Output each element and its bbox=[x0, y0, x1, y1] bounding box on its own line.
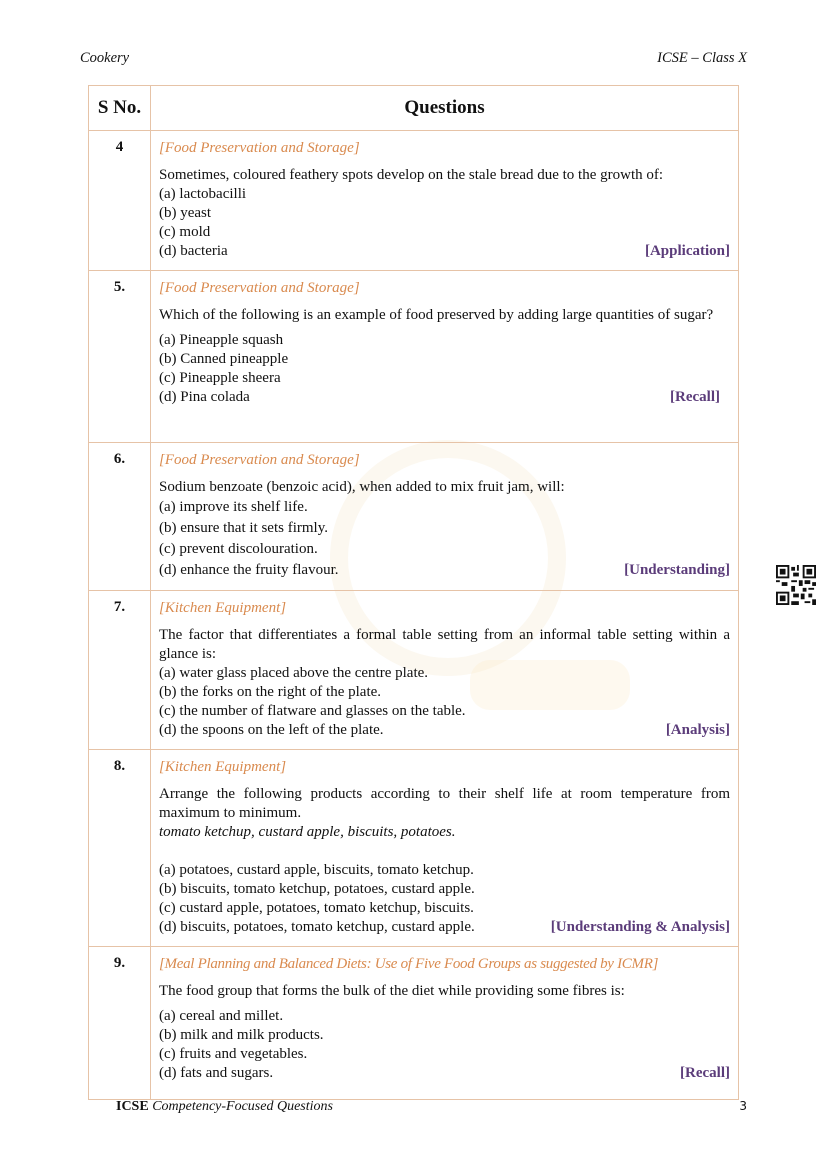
option: (b) milk and milk products. bbox=[159, 1027, 324, 1043]
questions-table bbox=[88, 85, 739, 1100]
page-number: 3 bbox=[739, 1099, 747, 1113]
question-number: 6. bbox=[89, 443, 151, 591]
subject-label: Cookery bbox=[80, 50, 130, 66]
option: (c) the number of flatware and glasses on the table. bbox=[159, 703, 466, 719]
option: (a) water glass placed above the centre plate. bbox=[159, 665, 429, 681]
option: (d) bacteria [Application] bbox=[159, 243, 730, 259]
column-header-questions: Questions bbox=[151, 86, 739, 131]
footer-brand: ICSE bbox=[116, 1099, 149, 1114]
option: (c) fruits and vegetables. bbox=[159, 1046, 308, 1062]
option: (a) potatoes, custard apple, biscuits, tomato ketchup. bbox=[159, 862, 474, 878]
question-cell bbox=[151, 131, 739, 271]
topic-label: [Kitchen Equipment] bbox=[159, 600, 287, 616]
qr-code-icon[interactable] bbox=[776, 565, 816, 605]
table-row bbox=[89, 131, 739, 271]
table-row bbox=[89, 443, 739, 591]
option: (d) enhance the fruity flavour. [Understanding] bbox=[159, 560, 730, 581]
class-label: ICSE – Class X bbox=[657, 50, 747, 66]
option: (c) prevent discolouration. bbox=[159, 541, 318, 557]
question-number: 7. bbox=[89, 591, 151, 750]
table-header-row bbox=[89, 86, 739, 131]
option: (b) the forks on the right of the plate. bbox=[159, 684, 382, 700]
column-header-sno: S No. bbox=[89, 86, 151, 131]
table-row bbox=[89, 591, 739, 750]
question-cell bbox=[151, 271, 739, 443]
question-number: 4 bbox=[89, 131, 151, 271]
option: (c) custard apple, potatoes, tomato ketchup, biscuits. bbox=[159, 900, 474, 916]
question-stem: Arrange the following products according to their shelf life at room temperature from maximum to minimum. bbox=[159, 786, 730, 821]
cognitive-level-tag: [Application] bbox=[644, 243, 730, 259]
option: (c) mold bbox=[159, 224, 211, 240]
topic-label: [Food Preservation and Storage] bbox=[159, 140, 360, 156]
option: (a) lactobacilli bbox=[159, 186, 247, 202]
table-row bbox=[89, 947, 739, 1100]
question-stem: The factor that differentiates a formal table setting from an informal table setting within a glance is: bbox=[159, 627, 730, 662]
option: (d) Pina colada [Recall] bbox=[159, 389, 720, 405]
footer-subtitle: Competency-Focused Questions bbox=[152, 1099, 333, 1114]
cognitive-level-tag: [Understanding] bbox=[624, 562, 730, 578]
running-header bbox=[80, 50, 747, 67]
page-footer bbox=[116, 1099, 747, 1115]
option: (d) biscuits, potatoes, tomato ketchup, custard apple. [Understanding & Analysis] bbox=[159, 919, 730, 935]
question-stem: Sodium benzoate (benzoic acid), when added to mix fruit jam, will: bbox=[159, 479, 565, 495]
option: (b) ensure that it sets firmly. bbox=[159, 520, 328, 536]
question-number: 9. bbox=[89, 947, 151, 1100]
question-stem: Which of the following is an example of food preserved by adding large quantities of sugar? bbox=[159, 307, 714, 323]
question-stem: The food group that forms the bulk of the diet while providing some fibres is: bbox=[159, 983, 625, 999]
option: (b) biscuits, tomato ketchup, potatoes, custard apple. bbox=[159, 881, 475, 897]
question-cell bbox=[151, 443, 739, 591]
question-cell bbox=[151, 750, 739, 947]
topic-label: [Food Preservation and Storage] bbox=[159, 452, 360, 468]
question-items: tomato ketchup, custard apple, biscuits, potatoes. bbox=[159, 824, 456, 840]
topic-label: [Food Preservation and Storage] bbox=[159, 280, 360, 296]
topic-label: [Meal Planning and Balanced Diets: Use of Five Food Groups as suggested by ICMR] bbox=[159, 956, 659, 972]
option: (b) Canned pineapple bbox=[159, 351, 289, 367]
question-cell bbox=[151, 591, 739, 750]
cognitive-level-tag: [Analysis] bbox=[665, 722, 730, 738]
cognitive-level-tag: [Recall] bbox=[670, 389, 720, 405]
question-cell bbox=[151, 947, 739, 1100]
cognitive-level-tag: [Recall] bbox=[680, 1065, 730, 1081]
question-number: 5. bbox=[89, 271, 151, 443]
table-row bbox=[89, 750, 739, 947]
question-number: 8. bbox=[89, 750, 151, 947]
table-row bbox=[89, 271, 739, 443]
option: (a) cereal and millet. bbox=[159, 1008, 284, 1024]
cognitive-level-tag: [Understanding & Analysis] bbox=[550, 919, 730, 935]
question-stem: Sometimes, coloured feathery spots develop on the stale bread due to the growth of: bbox=[159, 167, 664, 183]
option: (a) improve its shelf life. bbox=[159, 499, 308, 515]
option: (d) fats and sugars. [Recall] bbox=[159, 1065, 730, 1081]
topic-label: [Kitchen Equipment] bbox=[159, 759, 287, 775]
option: (a) Pineapple squash bbox=[159, 332, 284, 348]
option: (b) yeast bbox=[159, 205, 212, 221]
option: (d) the spoons on the left of the plate. [Analysis] bbox=[159, 722, 730, 738]
option: (c) Pineapple sheera bbox=[159, 370, 281, 386]
